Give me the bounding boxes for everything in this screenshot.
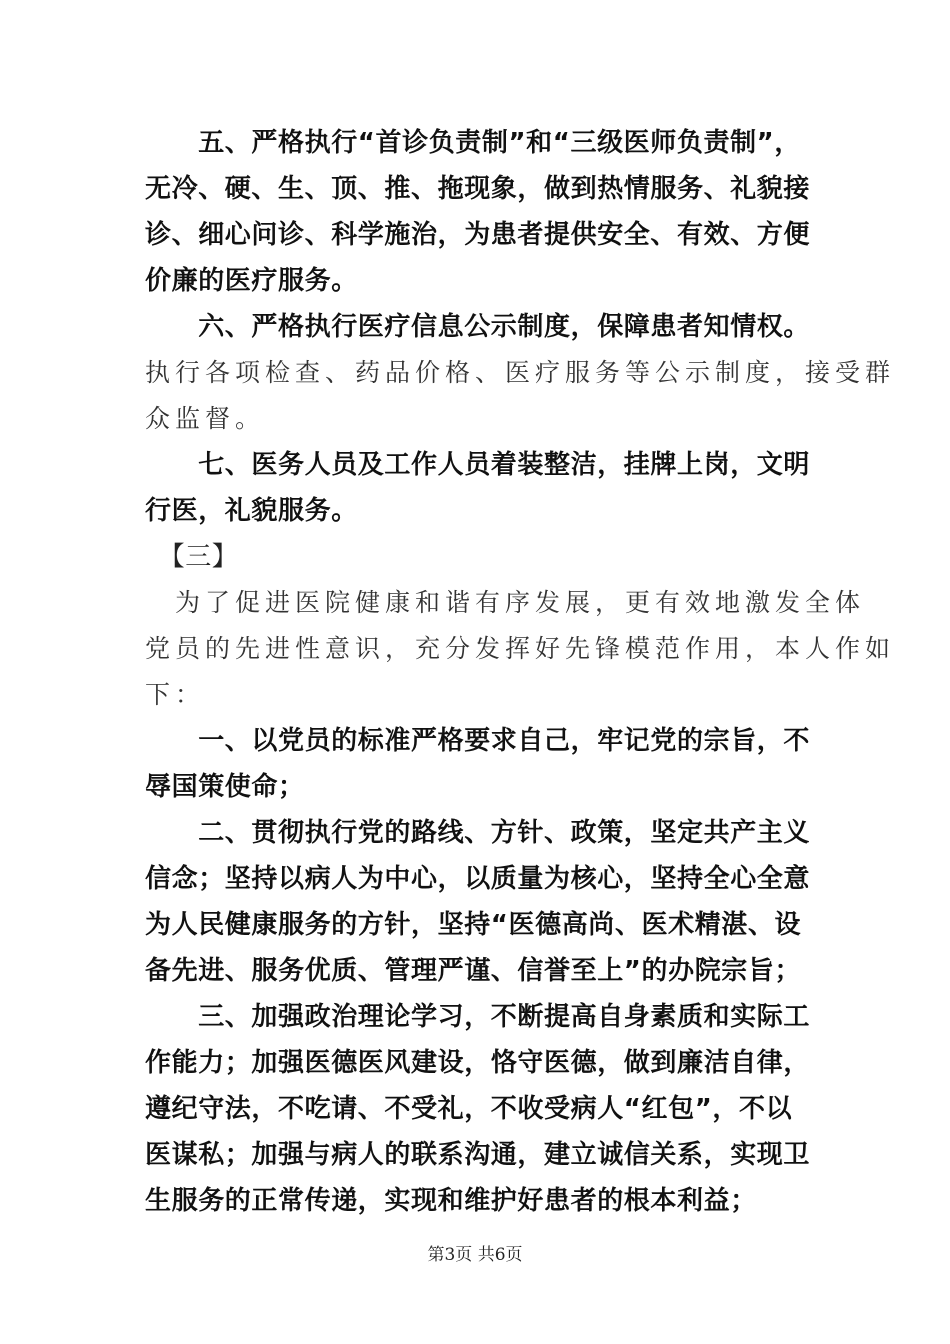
text-line: 五、严格执行“首诊负责制”和“三级医师负责制”， [145, 128, 801, 158]
text-line: 生服务的正常传递，实现和维护好患者的根本利益； [145, 1186, 757, 1216]
document-body [145, 120, 896, 1224]
text-line: 为人民健康服务的方针，坚持“医德高尚、医术精湛、设 [145, 910, 802, 940]
text-line: 执行各项检查、药品价格、医疗服务等公示制度，接受群 [145, 358, 896, 387]
text-line: 为了促进医院健康和谐有序发展，更有效地激发全体 [145, 588, 866, 617]
text-line: 下： [145, 680, 206, 709]
text-line: 一、以党员的标准严格要求自己，牢记党的宗旨，不 [145, 726, 811, 756]
text-line: 备先进、服务优质、管理严谨、信誉至上”的办院宗旨； [145, 956, 802, 986]
text-line: 众监督。 [145, 404, 266, 433]
page-footer: 第3页 共6页 [427, 1245, 523, 1265]
text-line: 行医，礼貌服务。 [145, 496, 358, 526]
text-line: 价廉的医疗服务。 [145, 266, 358, 296]
text-line: 诊、细心问诊、科学施治，为患者提供安全、有效、方便 [145, 220, 811, 250]
text-line: 三、加强政治理论学习，不断提高自身素质和实际工 [145, 1002, 811, 1032]
section-heading: 【三】 [145, 542, 239, 572]
text-line: 信念；坚持以病人为中心，以质量为核心，坚持全心全意 [145, 864, 811, 894]
text-line: 作能力；加强医德医风建设，恪守医德，做到廉洁自律， [145, 1048, 811, 1078]
text-line: 无冷、硬、生、顶、推、拖现象，做到热情服务、礼貌接 [145, 174, 811, 204]
text-line: 七、医务人员及工作人员着装整洁，挂牌上岗，文明 [145, 450, 811, 480]
text-line: 党员的先进性意识，充分发挥好先锋模范作用，本人作如 [145, 634, 896, 663]
text-line: 二、贯彻执行党的路线、方针、政策，坚定共产主义 [145, 818, 811, 848]
text-line: 医谋私；加强与病人的联系沟通，建立诚信关系，实现卫 [145, 1140, 811, 1170]
text-line: 辱国策使命； [145, 772, 305, 802]
text-line: 六、严格执行医疗信息公示制度，保障患者知情权。 [145, 312, 811, 342]
text-line: 遵纪守法，不吃请、不受礼，不收受病人“红包”，不以 [145, 1094, 793, 1124]
